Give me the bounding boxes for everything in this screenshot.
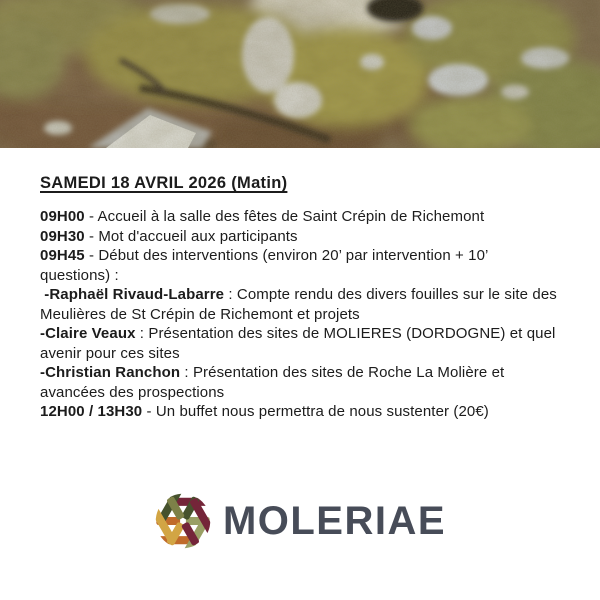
schedule-line: 09H30 - Mot d'accueil aux participants: [40, 227, 298, 245]
schedule-line: 09H45 - Début des interventions (environ 20’ par intervention + 10’: [40, 247, 489, 264]
schedule-title: SAMEDI 18 AVRIL 2026 (Matin): [40, 174, 288, 192]
moleriae-millstone-icon: [154, 492, 212, 550]
schedule-line: -Christian Ranchon : Présentation des sites de Roche La Molière et: [40, 364, 505, 381]
schedule-line: 09H00 - Accueil à la salle des fêtes de Saint Crépin de Richemont: [40, 208, 485, 225]
brand-name: MOLERIAE: [222, 498, 447, 543]
header-photo: [0, 0, 600, 148]
schedule-section: [0, 148, 600, 422]
schedule-line: -Raphaël Rivaud-Labarre : Compte rendu des divers fouilles sur le site des: [40, 286, 557, 303]
schedule-line: avenir pour ces sites: [40, 344, 180, 362]
schedule-line: 12H00 / 13H30 - Un buffet nous permettra de nous sustenter (20€): [40, 403, 489, 420]
schedule-line: Meulières de St Crépin de Richemont et projets: [40, 305, 360, 323]
schedule-line: questions) :: [40, 266, 119, 284]
brand-logo: [0, 492, 600, 550]
mossy-rocks-photo: [0, 0, 600, 148]
schedule-line: -Claire Veaux : Présentation des sites de MOLIERES (DORDOGNE) et quel: [40, 325, 556, 342]
schedule-lines: [40, 207, 570, 422]
schedule-line: avancées des prospections: [40, 383, 225, 401]
millstone-weave-icon: [154, 492, 212, 550]
